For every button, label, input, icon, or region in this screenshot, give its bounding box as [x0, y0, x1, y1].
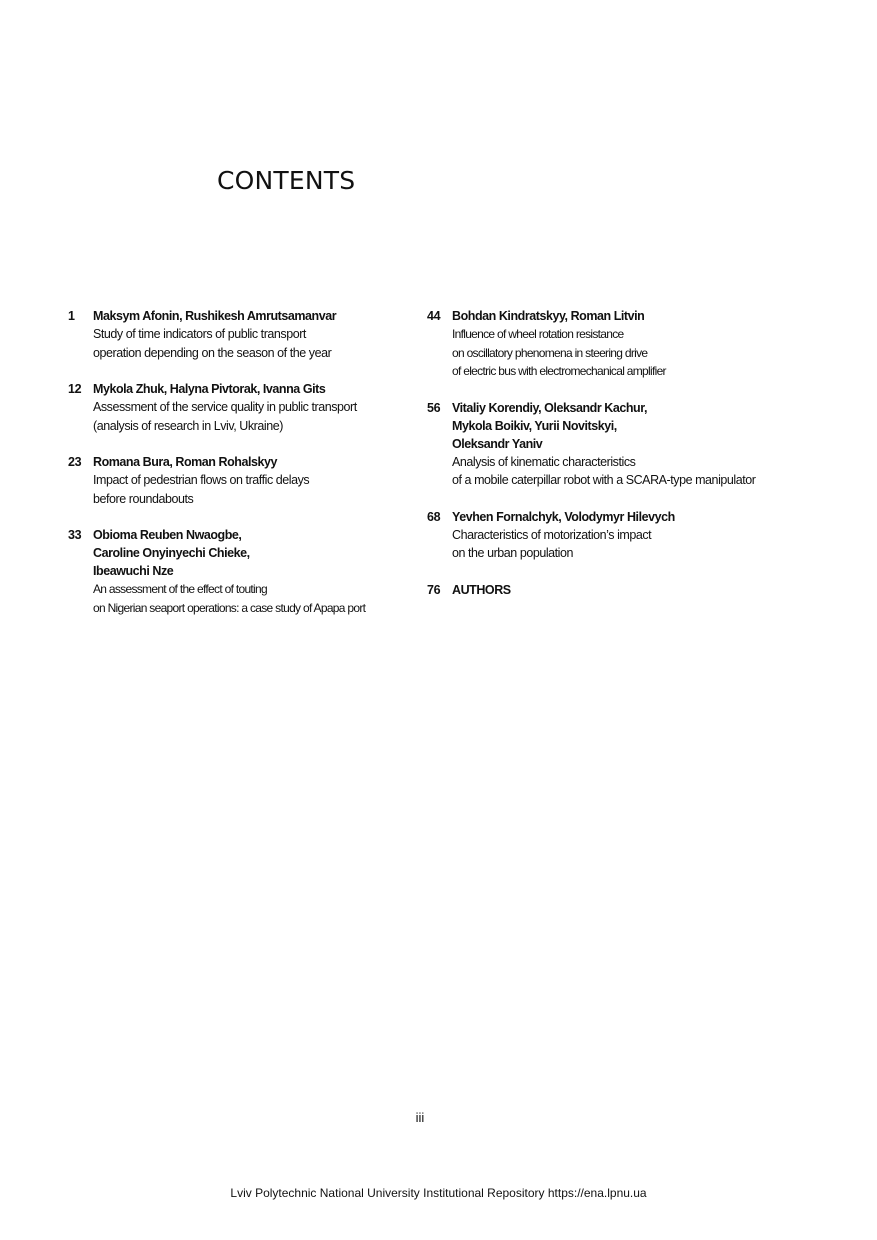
repository-footer: Lviv Polytechnic National University Institutional Repository https://ena.lpnu.ua — [230, 1186, 647, 1200]
toc-title-line: on oscillatory phenomena in steering drive — [452, 345, 648, 360]
toc-authors: Obioma Reuben Nwaogbe, — [93, 528, 242, 542]
toc-title-line: Analysis of kinematic characteristics — [452, 454, 636, 469]
toc-title-line: of electric bus with electromechanical amplifier — [452, 364, 666, 378]
toc-entry[interactable] — [68, 453, 418, 508]
toc-page-number: 76 — [427, 582, 441, 597]
toc-entry[interactable] — [68, 307, 418, 362]
toc-authors: Mykola Boikiv, Yurii Novitskyi, — [452, 418, 617, 433]
contents-column-left — [68, 307, 418, 635]
toc-title-line: An assessment of the effect of touting — [93, 582, 267, 596]
toc-authors: Yevhen Fornalchyk, Volodymyr Hilevych — [452, 509, 675, 524]
toc-title-line: operation depending on the season of the year — [93, 345, 332, 360]
toc-authors: Mykola Zhuk, Halyna Pivtorak, Ivanna Gits — [93, 382, 326, 396]
toc-authors: Bohdan Kindratskyy, Roman Litvin — [452, 309, 645, 323]
toc-title-line: on the urban population — [452, 546, 574, 560]
toc-entry[interactable] — [68, 526, 418, 617]
toc-title-line: on Nigerian seaport operations: a case study of Apapa port — [93, 600, 366, 615]
toc-authors: Oleksandr Yaniv — [452, 436, 543, 451]
toc-authors-section: AUTHORS — [452, 582, 511, 597]
toc-title-line: Assessment of the service quality in public transport — [93, 400, 357, 414]
toc-page-number: 56 — [427, 400, 441, 415]
toc-title-line: before roundabouts — [93, 491, 194, 506]
toc-page-number: 12 — [68, 382, 82, 396]
toc-entry[interactable] — [68, 380, 418, 435]
toc-page-number: 68 — [427, 509, 441, 524]
toc-page-number: 23 — [68, 455, 82, 469]
toc-page-number: 44 — [427, 309, 441, 323]
toc-entry[interactable] — [427, 307, 867, 381]
toc-title-line: Characteristics of motorization’s impact — [452, 527, 652, 542]
contents-column-right — [427, 307, 867, 617]
toc-authors: Romana Bura, Roman Rohalskyy — [93, 455, 277, 469]
toc-authors: Caroline Onyinyechi Chieke, — [93, 546, 250, 560]
toc-page-number: 33 — [68, 528, 82, 542]
toc-title-line: Influence of wheel rotation resistance — [452, 327, 624, 341]
page-number: iii — [415, 1110, 425, 1125]
toc-entry[interactable] — [427, 508, 867, 563]
toc-authors: Ibeawuchi Nze — [93, 564, 174, 578]
toc-authors: Maksym Afonin, Rushikesh Amrutsamanvar — [93, 309, 337, 323]
toc-entry[interactable] — [427, 399, 867, 490]
toc-title-line: Study of time indicators of public transport — [93, 327, 306, 341]
toc-title-line: Impact of pedestrian flows on traffic delays — [93, 473, 310, 487]
toc-title-line: of a mobile caterpillar robot with a SCARA-type manipulator — [452, 473, 756, 487]
toc-title-line: (analysis of research in Lviv, Ukraine) — [93, 418, 283, 433]
toc-authors: Vitaliy Korendiy, Oleksandr Kachur, — [452, 400, 647, 415]
page-title: CONTENTS — [217, 166, 356, 195]
toc-page-number: 1 — [68, 309, 75, 323]
toc-entry[interactable] — [427, 581, 867, 599]
